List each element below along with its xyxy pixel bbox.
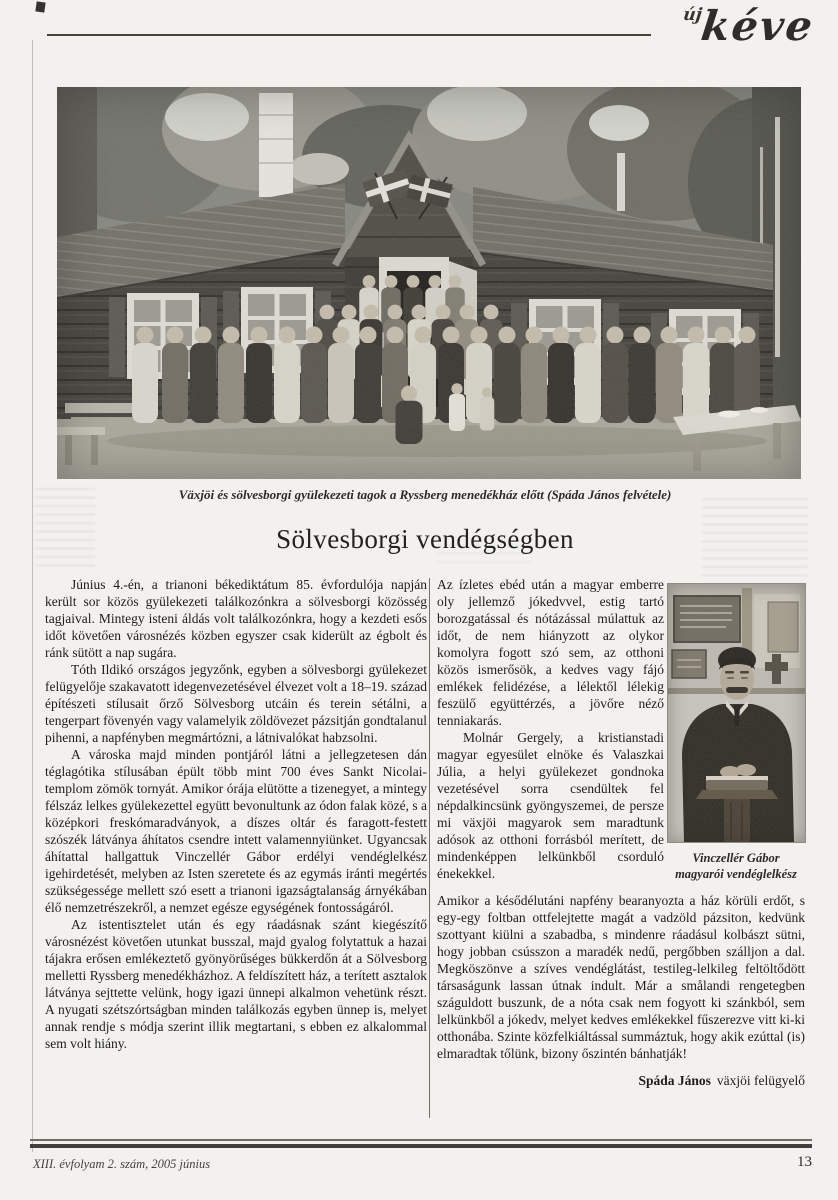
paragraph: Tóth Ildikó országos jegyzőnk, egyben a sölvesborgi gyülekezet felügyelője szakavatott idegenvezetésével élvezet volt a 18–19. század építészeti stílusait őrző Sölvesborg utcáin és terein sétálni, a tengerpart fövenyén vagy valamelyik zöldövezet pázsitján gondtalanul pihenni, a napfényben megmártózni, a látnivalókat habzsolni. (45, 662, 427, 745)
footer-rule-thick (30, 1144, 812, 1148)
signature-name: Spáda János (638, 1073, 711, 1088)
magazine-logo (679, 2, 817, 50)
article-bottom-block (437, 892, 805, 1089)
article-column-middle (437, 576, 664, 882)
paragraph: Június 4.-én, a trianoni békediktátum 85. évfordulója napján került sor közös gyülekezeti találkozónkra a sölvesborgi közösség tagjaival. Mintegy isteni áldás volt találkozónkra, hogy a kezdeti esős időt követően városnézés közben egyszer csak kiderült az égbolt és ránk sütött a nap sugára. (45, 577, 427, 660)
group-photo (57, 87, 801, 479)
article-title: Sölvesborgi vendégségben (276, 524, 574, 554)
paragraph: Amikor a késődélutáni napfény bearanyozta a ház körüli erdőt, s egy-egy foltban ottfelejtette magát a vadzöld pázsiton, kedvünk szottyant kiülni a szabadba, s mindenre ráadásul kolbászt sütni, hogy jobban csússzon a maradék nedű, pergőbben szálljon a dal. Megköszönve a szíves vendéglátást, testileg-lelkileg feltöltődött társaságunk lassan útnak indult. Már a smålandi rengetegben száguldott buszunk, de a nóta csak nem fogyott ki szánkból, sem lelkünkből a jókedv, melyet kedves emlékekkel fűszerezve vitt ki-ki otthonába. Szinte közfelkiáltással summáztuk, hogy akik ezúttal (is) elmaradtak tőlünk, bizony őszintén bánhatják! (437, 893, 805, 1061)
scan-edge-line (32, 40, 33, 1152)
logo-prefix: új (682, 5, 704, 25)
speaker-photo-illustration (668, 584, 805, 842)
caption-line: Vinczellér Gábor (692, 851, 780, 865)
group-photo-illustration (57, 87, 801, 479)
paragraph: Az istentisztelet után és egy ráadásnak szánt kiegészítő városnézést követően utunkat busszal, majd gyalog folytattuk a hazai tájakra erősen emlékeztető gyönyörűséges bükkerdőn át a Sölvesborg melletti Ryssberg menedékházhoz. A feldíszített ház, a terített asztalok látványa sejttette velünk, hogy igazi ünnepi alkalmon vehetünk részt. A nyugati szétszórtságban minden találkozás egyben ünnep is, melyet annak rendje s módja szerint illik megtartani, s ebben ez alkalommal sem volt hiány. (45, 917, 427, 1051)
scan-corner-mark (35, 1, 45, 12)
paragraph: Molnár Gergely, a kristianstadi magyar egyesület elnöke és Valaszkai Júlia, a helyi gyülekezet gondnoka vezetésével sorra csendültek fel népdalkincsünk gyöngyszemei, de persze mi växjöi magyarok sem maradtunk adósok az otthoni forrásból merített, de mindenképpen lelkünkből csorduló énekekkel. (437, 730, 664, 881)
speaker-photo-caption (640, 850, 832, 882)
film-grain (668, 584, 805, 842)
logo-main: kéve (698, 2, 817, 50)
signature-role: växjöi felügyelő (716, 1073, 805, 1088)
masthead-rule (47, 34, 651, 36)
column-divider (429, 578, 430, 1118)
page-number: 13 (797, 1154, 812, 1170)
paragraph: A városka majd minden pontjáról látni a jellegzetesen dán téglagótika stílusában épült több mint 700 éves Sankt Nicolai-templom zömök tornyát. Amikor órája elütötte a tizenegyet, a mintegy félszáz lelkes gyülekezettel együtt bevonultunk az ódon falak közé, s a középkori freskómaradványok, a díszes oltár és faragott-festett szószék látványa áhítatos csendre intett valamennyiünket. Ugyancsak áhítattal hallgattuk Vinczellér Gábor erdélyi vendéglelkész igehirdetését, melyben az Isten szeretete és az egymás iránti megértés szükségessége mellett szó esett a trianoni igazságtalanság árnyékában élő nemzetrészekről, a nemzet egésze egységének fontosságáról. (45, 747, 427, 915)
footer-issue: XIII. évfolyam 2. szám, 2005 június (33, 1157, 211, 1171)
group-photo-caption: Växjöi és sölvesborgi gyülekezeti tagok a Ryssberg menedékház előtt (Spáda János felvétele) (178, 487, 672, 502)
speaker-photo (668, 584, 805, 842)
caption-line: magyarói vendéglelkész (675, 867, 797, 881)
signature (437, 1072, 805, 1089)
paragraph: Az ízletes ebéd után a magyar emberre oly jellemző jókedvvel, estig tartó borozgatással és nótázással múlattuk az időt, de nem hiányzott az olykor komolyra fogott szó sem, az otthoni közös ismerősök, a kedves vagy fájó emlékek felidézése, a lélektől lélekig feszülő együttérzés, a jövőre néző tenniakarás. (437, 577, 664, 728)
film-grain (57, 87, 801, 479)
footer-rule-thin (30, 1139, 812, 1141)
article-column-left (45, 576, 427, 1052)
